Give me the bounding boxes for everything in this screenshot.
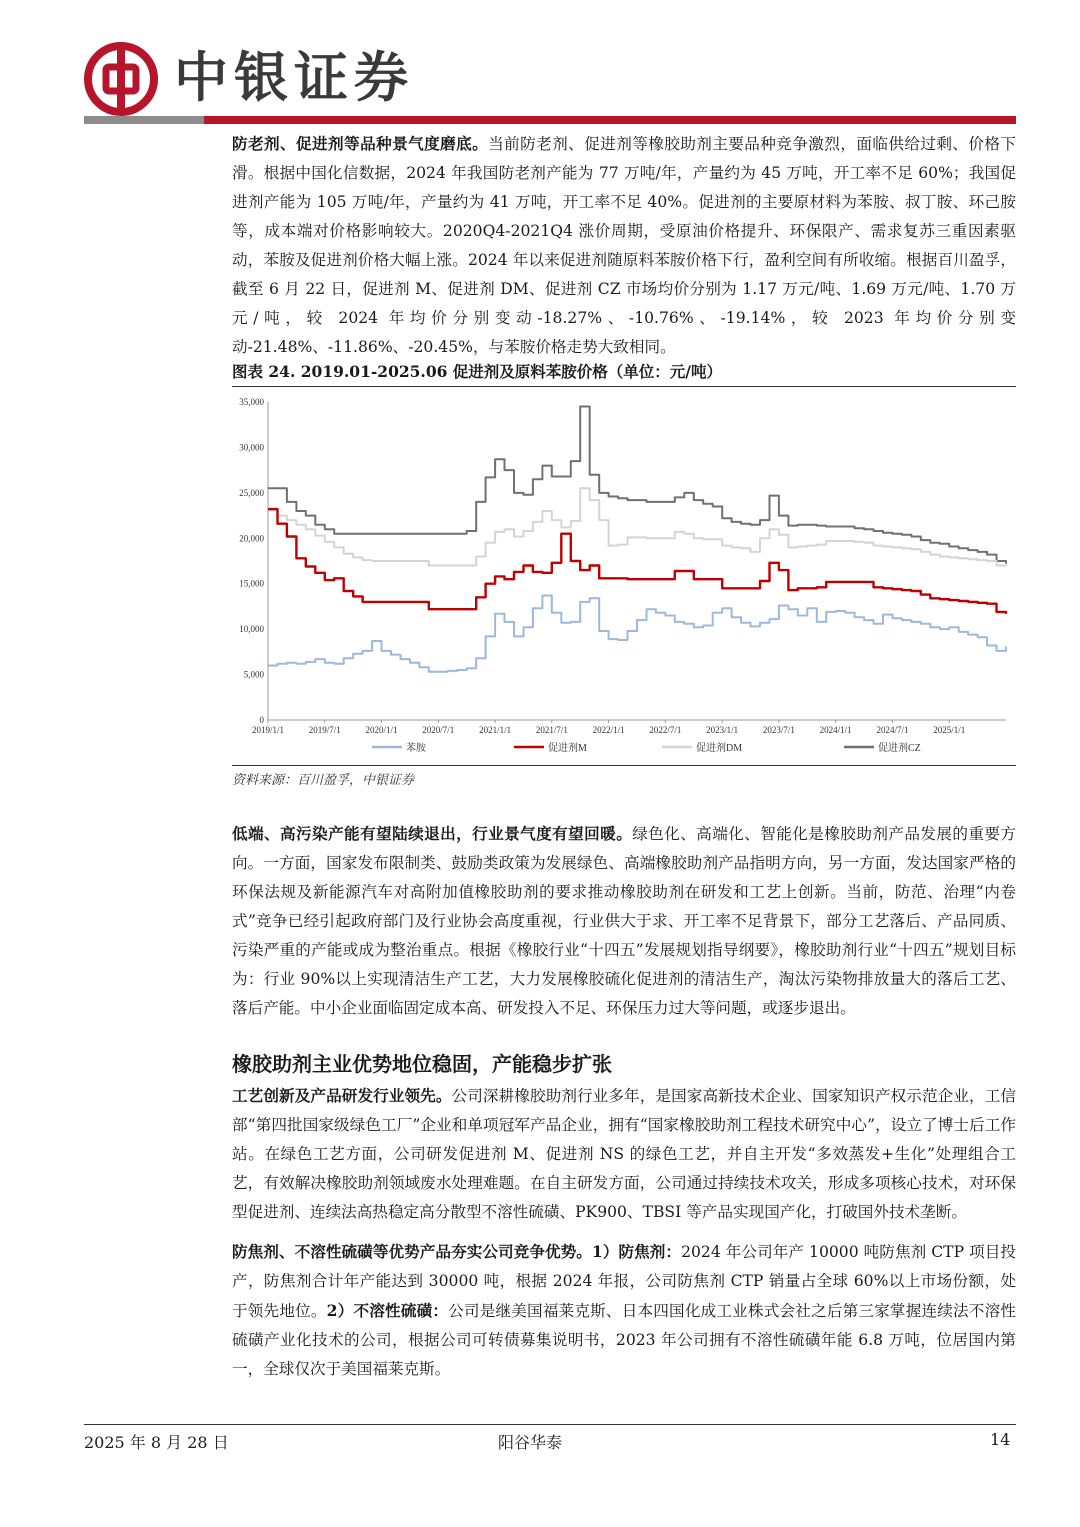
bank-of-china-logo-icon (84, 42, 158, 116)
y-tick-label: 20,000 (239, 533, 264, 544)
figure-bottom-rule (232, 765, 1016, 766)
x-tick-label: 2025/1/1 (933, 725, 966, 735)
x-tick-label: 2023/7/1 (762, 725, 795, 735)
legend-label: 促进剂M (548, 743, 587, 754)
y-tick-label: 15,000 (239, 578, 264, 589)
paragraph-4 (232, 1237, 1016, 1384)
series-line-4 (268, 407, 1006, 564)
x-tick-label: 2019/7/1 (308, 725, 341, 735)
footer-date: 2025 年 8 月 28 日 (84, 1433, 229, 1452)
paragraph-4-s1-body: 2024 年公司年产 10000 吨防焦剂 CTP 项目投产，防焦剂合计年产能达到 30000 吨，根据 2024 年报，公司防焦剂 CTP 销量占全球 60%以上市场份额，处于领先地位。 (232, 1243, 1016, 1320)
x-tick-label: 2019/1/1 (251, 725, 285, 735)
brand-name: 中银证券 (174, 46, 414, 109)
paragraph-4-s2-body: 公司是继美国福莱克斯、日本四国化成工业株式会社之后第三家掌握连续法不溶性硫磺产业化技术的公司，根据公司可转债募集说明书，2023 年公司拥有不溶性硫磺年能 6.8 万吨，位居国内第一，全球仅次于美国福莱克斯。 (232, 1302, 1016, 1378)
header-rule-red (204, 116, 1016, 124)
paragraph-2-lead: 低端、高污染产能有望陆续退出，行业景气度有望回暖。 (232, 824, 633, 843)
x-tick-label: 2022/1/1 (592, 725, 625, 735)
y-tick-label: 10,000 (239, 624, 264, 635)
x-tick-label: 2024/1/1 (819, 725, 852, 735)
paragraph-1-body: 当前防老剂、促进剂等橡胶助剂主要品种竞争激烈，面临供给过剩、价格下滑。根据中国化信数据，2024 年我国防老剂产能为 77 万吨/年，产量约为 45 万吨，开工率不足 60%；我国促进剂产能为 105 万吨/年，产量约为 41 万吨，开工率不足 40%。促进剂的主要原材料为苯胺、叔丁胺、环己胺等，成本端对价格影响较大。2020Q4-2021Q4 涨价周期，受原油价格提升、环保限产、需求复苏三重因素驱动，苯胺及促进剂价格大幅上涨。2024 年以来促进剂随原料苯胺价格下行，盈利空间有所收缩。根据百川盈孚，截至 6 月 22 日，促进剂 M、促进剂 DM、促进剂 CZ 市场均价分别为 1.17 万元/吨、1.69 万元/吨、1.70 万元/吨，较 2024 年均价分别变动-18.27%、-10.76%、-19.14%，较 2023 年均价分别变动-21.48%、-11.86%、-20.45%，与苯胺价格走势大致相同。 (232, 135, 1016, 356)
paragraph-3-body: 公司深耕橡胶助剂行业多年，是国家高新技术企业、国家知识产权示范企业，工信部“第四批国家级绿色工厂”企业和单项冠军产品企业，拥有“国家橡胶助剂工程技术研究中心”，设立了博士后工作站。在绿色工艺方面，公司研发促进剂 M、促进剂 NS 的绿色工艺，并自主开发“多效蒸发+生化”处理组合工艺，有效解决橡胶助剂领域废水处理难题。在自主研发方面，公司通过持续技术攻关，形成多项核心技术，对环保型促进剂、连续法高热稳定高分散型不溶性硫磺、PK900、TBSI 等产品实现国产化，打破国外技术垄断。 (232, 1087, 1016, 1221)
price-line-chart (232, 389, 1016, 764)
y-tick-label: 30,000 (239, 442, 264, 453)
x-tick-label: 2021/1/1 (479, 725, 512, 735)
y-tick-label: 35,000 (239, 397, 264, 407)
paragraph-4-s1-num: 1） (591, 1242, 619, 1261)
series-line-1 (268, 596, 1006, 672)
legend-label: 促进剂DM (696, 743, 743, 754)
figure-title: 图表 24. 2019.01-2025.06 促进剂及原料苯胺价格（单位：元/吨） (232, 362, 722, 381)
paragraph-4-lead: 防焦剂、不溶性硫磺等优势产品夯实公司竞争优势。 (232, 1242, 592, 1261)
paragraph-4-s2-num: 2） (326, 1301, 354, 1320)
paragraph-3 (232, 1081, 1016, 1227)
x-tick-label: 2021/7/1 (535, 725, 568, 735)
paragraph-1 (232, 129, 1016, 362)
section-title: 橡胶助剂主业优势地位稳固，产能稳步扩张 (232, 1052, 612, 1076)
y-tick-label: 5,000 (243, 669, 264, 680)
x-tick-label: 2023/1/1 (706, 725, 739, 735)
x-tick-label: 2024/7/1 (876, 725, 909, 735)
paragraph-3-lead: 工艺创新及产品研发行业领先。 (232, 1086, 452, 1105)
footer-rule (84, 1424, 1016, 1425)
paragraph-4-s1-label: 防焦剂： (618, 1242, 682, 1261)
footer-page-number: 14 (990, 1430, 1011, 1449)
y-tick-label: 25,000 (239, 487, 264, 498)
page-header (0, 0, 1080, 130)
x-tick-label: 2022/7/1 (649, 725, 682, 735)
paragraph-1-lead: 防老剂、促进剂等品种景气度磨底。 (232, 134, 489, 153)
figure-source: 资料来源：百川盈孚，中银证券 (232, 773, 415, 788)
x-tick-label: 2020/7/1 (422, 725, 455, 735)
figure-top-rule (232, 386, 1016, 387)
header-rule-grey (84, 116, 204, 124)
x-tick-label: 2020/1/1 (365, 725, 398, 735)
paragraph-2-body: 绿色化、高端化、智能化是橡胶助剂产品发展的重要方向。一方面，国家发布限制类、鼓励类政策为发展绿色、高端橡胶助剂产品指明方向，另一方面，发达国家严格的环保法规及新能源汽车对高附加值橡胶助剂的要求推动橡胶助剂在研发和工艺上创新。当前，防范、治理“内卷式”竞争已经引起政府部门及行业协会高度重视，行业供大于求、开工率不足背景下，部分工艺落后、产品同质、污染严重的产能或成为整治重点。根据《橡胶行业“十四五”发展规划指导纲要》，橡胶助剂行业“十四五”规划目标为：行业 90%以上实现清洁生产工艺，大力发展橡胶硫化促进剂的清洁生产，淘汰污染物排放量大的落后工艺、落后产能。中小企业面临固定成本高、研发投入不足、环保压力过大等问题，或逐步退出。 (232, 825, 1016, 1017)
footer-company: 阳谷华泰 (498, 1433, 563, 1452)
legend-label: 苯胺 (406, 743, 426, 754)
y-tick-label: 0 (259, 715, 264, 725)
paragraph-2 (232, 819, 1016, 1023)
legend-label: 促进剂CZ (878, 743, 921, 754)
paragraph-4-s2-label: 不溶性硫磺： (353, 1301, 449, 1320)
